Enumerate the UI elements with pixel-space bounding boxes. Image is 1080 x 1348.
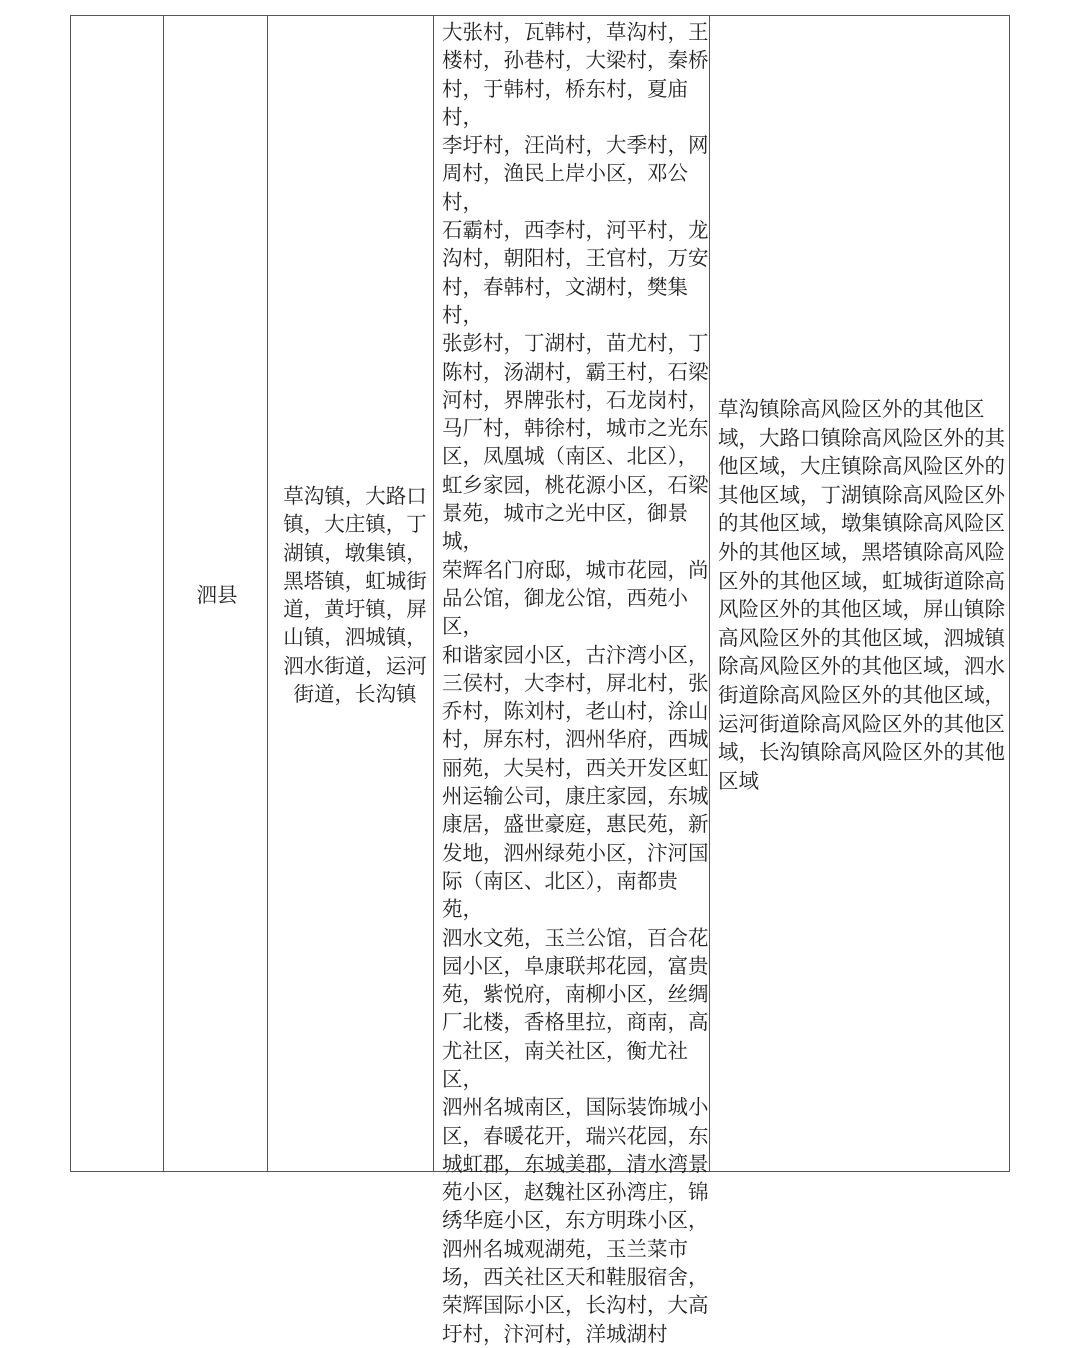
towns-cell: 草沟镇，大路口 镇，大庄镇，丁 湖镇，墩集镇， 黑塔镇，虹城街 道，黄圩镇，屏 山镇，泗城镇， 泗水街道，运河 街道，长沟镇 (283, 484, 427, 707)
column-divider (267, 16, 268, 1171)
county-cell: 泗县 (196, 583, 238, 607)
medium-risk-areas-cell: 大张村，瓦韩村，草沟村，王 楼村，孙巷村，大梁村，秦桥 村，于韩村，桥东村，夏庙村， 李圩村，汪尚村，大季村，网 周村，渔民上岸小区，邓公村， 石霸村，西李村，河平村，龙 沟村，朝阳村，王官村，万安 村，春韩村，文湖村，樊集村， 张彭村，丁湖村，苗尤村，丁 陈村，汤湖村，霸王村，石梁 河村，界牌张村，石龙岗村， 马厂村，韩徐村，城市之光东 区，凤凰城（南区、北区）， 虹乡家园，桃花源小区，石梁 景苑，城市之光中区，御景城， 荣辉名门府邸，城市花园，尚 品公馆，御龙公馆，西苑小区， 和谐家园小区，古汴湾小区， 三侯村，大李村，屏北村，张 乔村，陈刘村，老山村，涂山 村，屏东村，泗州华府，西城 丽苑，大吴村，西关开发区虹 州运输公司，康庄家园，东城 康居，盛世豪庭，惠民苑，新 发地，泗州绿苑小区，汴河国 际（南区、北区），南都贵苑， 泗水文苑，玉兰公馆，百合花 园小区，阜康联邦花园，富贵 苑，紫悦府，南柳小区，丝绸 厂北楼，香格里拉，商南，高 尤社区，南关社区，衡尤社区， 泗州名城南区，国际装饰城小 区，春暖花开，瑞兴花园，东 城虹郡，东城美郡，清水湾景 苑小区，赵魏社区孙湾庄，锦 绣华庭小区，东方明珠小区， 泗州名城观湖苑，玉兰菜市 场，西关社区天和鞋服宿舍， 荣辉国际小区，长沟村，大高 圩村，汴河村，洋城湖村 (442, 20, 709, 1346)
low-risk-areas-cell: 草沟镇除高风险区外的其他区 域，大路口镇除高风险区外的其 他区域，大庄镇除高风险区外的 其他区域，丁湖镇除高风险区外 的其他区域，墩集镇除高风险区 外的其他区域，黑塔镇除高风险 区外的其他区域，虹城街道除高 风险区外的其他区域，屏山镇除 高风险区外的其他区域，泗城镇 除高风险区外的其他区域，泗水 街道除高风险区外的其他区域， 运河街道除高风险区外的其他区 域，长沟镇除高风险区外的其他 区域 (718, 397, 1005, 793)
risk-area-table (70, 15, 1010, 1346)
column-divider (163, 16, 164, 1171)
